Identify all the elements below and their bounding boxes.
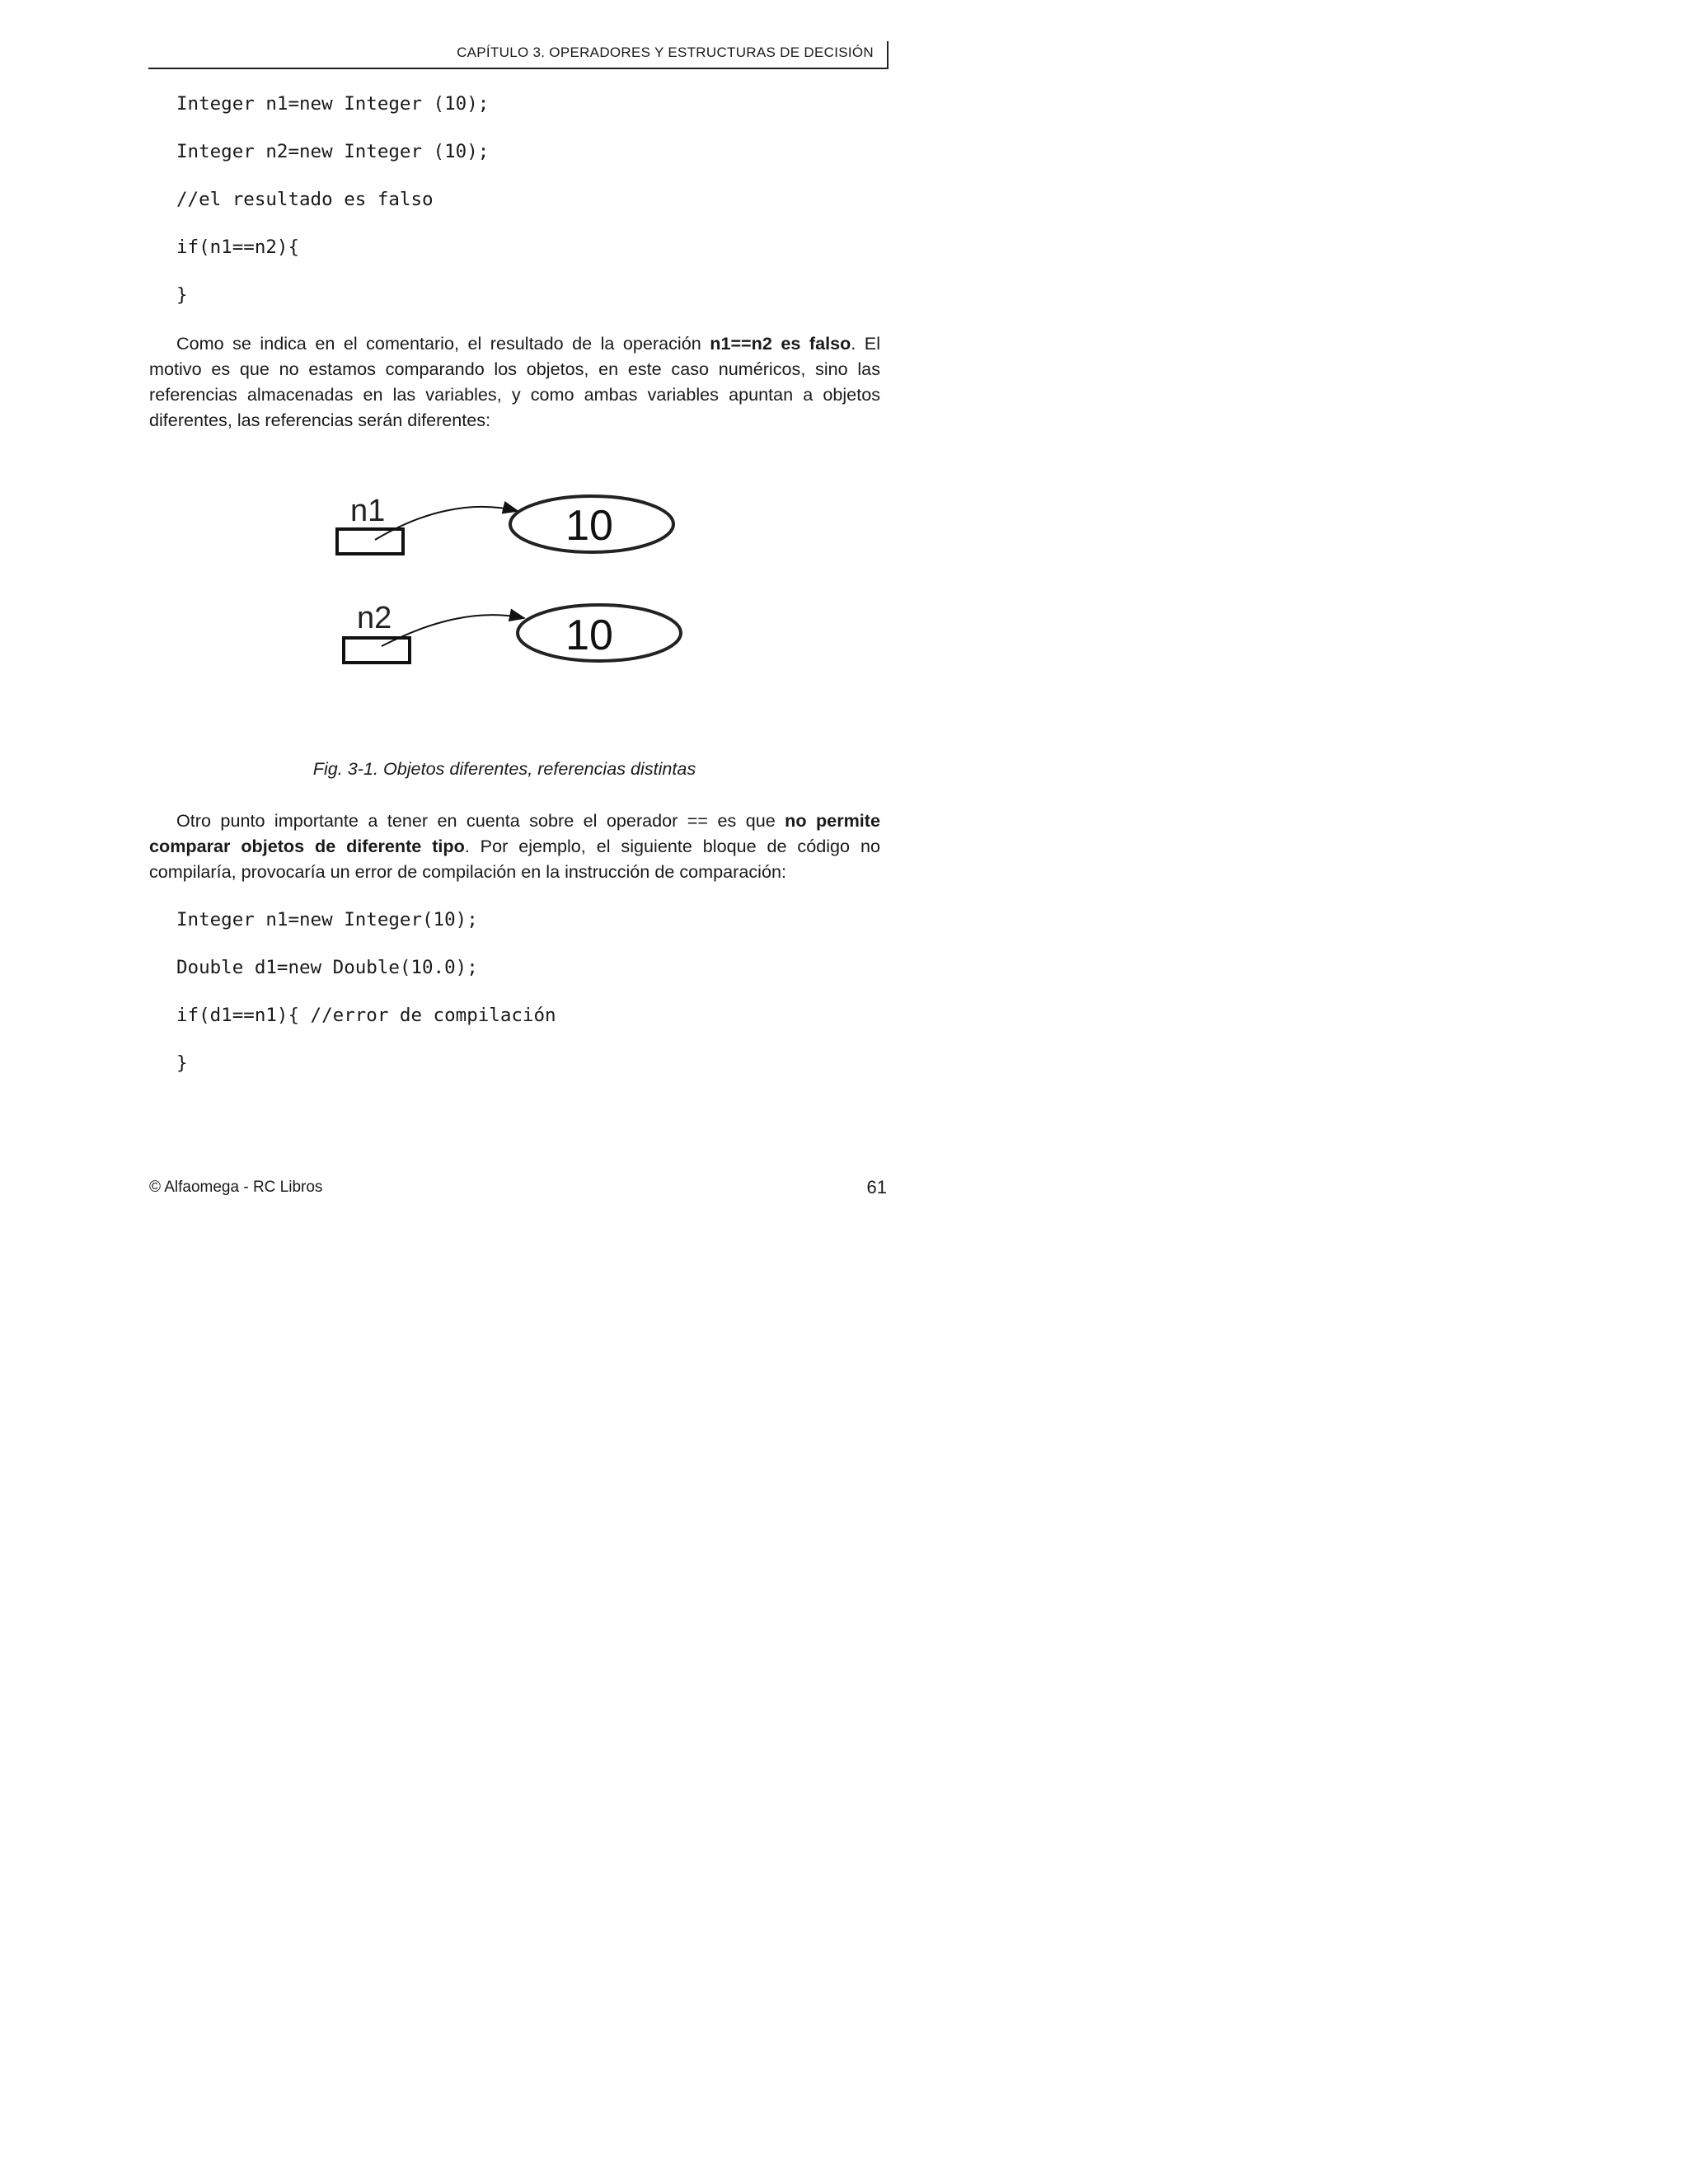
reference-box-n2 <box>344 638 410 663</box>
object-value-n2: 10 <box>565 612 613 659</box>
emphasis-text: no permite comparar objetos de diferente tipo <box>149 810 880 856</box>
code-line: //el resultado es falso <box>176 189 434 210</box>
body-paragraph <box>149 808 880 884</box>
code-line: Integer n2=new Integer (10); <box>176 141 490 162</box>
paragraph-text: . Por ejemplo, el siguiente bloque de código no compilaría, provocaría un error de compilación en la instrucción de comparación: <box>149 836 880 882</box>
code-line: Integer n1=new Integer (10); <box>176 93 490 115</box>
variable-label-n2: n2 <box>357 601 392 635</box>
body-paragraph <box>149 330 880 433</box>
code-line: Double d1=new Double(10.0); <box>176 957 478 978</box>
publisher-credit: © Alfaomega - RC Libros <box>149 1179 323 1196</box>
page-number: 61 <box>866 1177 887 1197</box>
figure-caption: Fig. 3-1. Objetos diferentes, referencias distintas <box>312 758 696 779</box>
header-divider <box>887 41 889 68</box>
reference-arrow-n2 <box>382 615 524 646</box>
paragraph-text: . El motivo es que no estamos comparando los objetos, en este caso numéricos, sino las referencias almacenadas en las variables, y como ambas variables apuntan a objetos diferentes, las referencias serán diferentes: <box>149 333 880 430</box>
chapter-title: CAPÍTULO 3. OPERADORES Y ESTRUCTURAS DE DECISIÓN <box>457 45 874 60</box>
code-line: } <box>176 1052 188 1074</box>
reference-arrow-n1 <box>375 507 518 540</box>
code-line: } <box>176 284 188 306</box>
code-line: if(d1==n1){ //error de compilación <box>176 1005 556 1026</box>
paragraph-text: Otro punto importante a tener en cuenta sobre el operador == es que <box>176 810 785 831</box>
emphasis-text: n1==n2 es falso <box>710 333 851 354</box>
object-value-n1: 10 <box>565 502 613 550</box>
running-header <box>148 41 889 69</box>
code-line: if(n1==n2){ <box>176 237 300 258</box>
variable-label-n1: n1 <box>350 494 386 528</box>
reference-diagram <box>313 478 701 684</box>
reference-box-n1 <box>337 529 403 554</box>
paragraph-text: Como se indica en el comentario, el resultado de la operación <box>176 333 710 354</box>
code-line: Integer n1=new Integer(10); <box>176 909 478 930</box>
